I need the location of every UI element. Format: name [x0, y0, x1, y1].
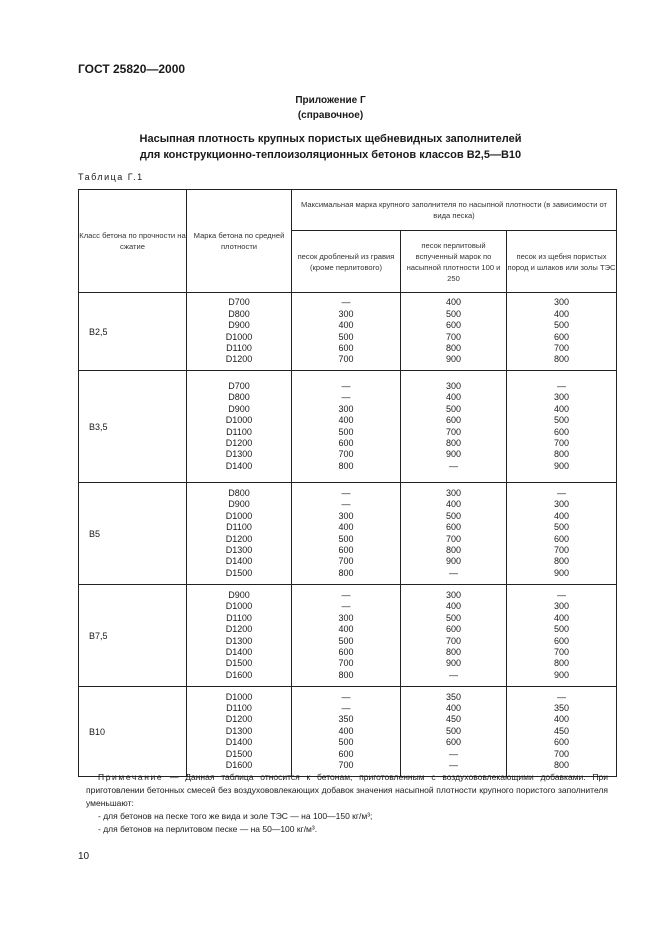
- density-value: 800: [445, 646, 462, 657]
- grade-value: D1000: [225, 510, 253, 521]
- density-value: 900: [553, 669, 570, 680]
- cell-grades: [187, 687, 292, 777]
- grade-value: D900: [228, 499, 250, 510]
- density-value: 600: [553, 737, 570, 748]
- density-value: 300: [445, 589, 462, 600]
- cell-col3: [507, 585, 617, 687]
- density-value: —: [449, 460, 458, 471]
- density-value: 700: [445, 533, 462, 544]
- density-value: 600: [338, 646, 354, 657]
- density-value: 450: [553, 725, 570, 736]
- annex-title-line1: Насыпная плотность крупных пористых щебневидных заполнителей: [139, 133, 522, 145]
- density-value: —: [341, 487, 351, 498]
- grade-value: D1300: [225, 544, 253, 555]
- density-value: 500: [553, 624, 570, 635]
- density-value: 700: [445, 426, 462, 437]
- document-code: ГОСТ 25820—2000: [78, 62, 186, 76]
- density-value: —: [341, 499, 351, 510]
- density-value: 500: [445, 612, 462, 623]
- density-value: 300: [553, 499, 570, 510]
- density-value: 300: [338, 510, 354, 521]
- density-value: 700: [553, 342, 570, 353]
- header-grade: Марка бетона по средней плотности: [187, 190, 292, 293]
- grade-value: D1100: [226, 426, 252, 437]
- density-value: 400: [445, 392, 462, 403]
- note-text: — Данная таблица относится к бетонам, приготовленным с воздухововлекающими добавками. При приготовлении бетонных смесей без воздухововлекающих добавок значения насыпной плотности крупного пористого заполнителя уменьшают:: [86, 772, 608, 808]
- density-value: 800: [338, 460, 354, 471]
- density-value: —: [341, 380, 351, 391]
- grade-value: D900: [228, 589, 250, 600]
- density-value: 500: [445, 725, 462, 736]
- density-value: 500: [338, 533, 354, 544]
- density-value: 700: [338, 759, 354, 770]
- density-value: 800: [553, 759, 570, 770]
- grade-value: D1000: [225, 601, 253, 612]
- density-value: 700: [553, 437, 570, 448]
- header-sand-crushed: песок дробленый из гравия (кроме перлитового): [292, 231, 401, 293]
- cell-grades: [187, 293, 292, 371]
- grade-value: D1500: [225, 567, 253, 578]
- cell-col1: [292, 371, 401, 483]
- density-value: 400: [553, 510, 570, 521]
- table-row: [79, 371, 617, 483]
- grade-value: D1200: [225, 354, 253, 365]
- density-table: [78, 189, 617, 777]
- grade-value: D700: [228, 297, 250, 308]
- cell-col1: [292, 483, 401, 585]
- table-row: [79, 293, 617, 371]
- density-value: 600: [445, 737, 462, 748]
- density-value: 300: [445, 487, 462, 498]
- density-value: 700: [338, 556, 354, 567]
- grade-value: D1400: [225, 737, 253, 748]
- density-value: —: [557, 691, 566, 702]
- density-value: 500: [338, 635, 354, 646]
- grade-value: D1100: [226, 612, 252, 623]
- cell-col2: [401, 585, 507, 687]
- density-value: —: [557, 487, 566, 498]
- grade-value: D1000: [225, 691, 253, 702]
- density-value: —: [341, 589, 351, 600]
- density-value: —: [341, 392, 351, 403]
- density-value: 400: [553, 403, 570, 414]
- density-value: 700: [338, 354, 354, 365]
- density-value: 400: [445, 297, 462, 308]
- cell-col3: [507, 293, 617, 371]
- grade-value: D1400: [225, 646, 253, 657]
- density-value: 400: [338, 725, 354, 736]
- density-value: —: [341, 691, 351, 702]
- density-value: 900: [445, 556, 462, 567]
- cell-col2: [401, 687, 507, 777]
- density-value: 700: [553, 646, 570, 657]
- density-value: —: [341, 703, 351, 714]
- density-value: 900: [553, 460, 570, 471]
- density-value: —: [449, 759, 458, 770]
- density-value: 600: [445, 415, 462, 426]
- density-value: 500: [553, 522, 570, 533]
- table-row: [79, 585, 617, 687]
- grade-value: D1300: [225, 725, 253, 736]
- density-value: 300: [553, 601, 570, 612]
- density-value: 500: [445, 308, 462, 319]
- density-value: 400: [338, 624, 354, 635]
- grade-value: D1400: [225, 556, 253, 567]
- density-value: 600: [338, 544, 354, 555]
- density-value: 400: [553, 612, 570, 623]
- density-value: 500: [445, 403, 462, 414]
- density-value: 800: [553, 658, 570, 669]
- density-value: —: [449, 669, 458, 680]
- density-value: 300: [338, 308, 354, 319]
- cell-col1: [292, 293, 401, 371]
- cell-grades: [187, 371, 292, 483]
- density-value: 300: [553, 297, 570, 308]
- density-value: 600: [553, 426, 570, 437]
- grade-value: D1100: [226, 522, 252, 533]
- density-value: 800: [553, 449, 570, 460]
- density-value: 400: [553, 308, 570, 319]
- cell-col3: [507, 483, 617, 585]
- density-value: 900: [445, 354, 462, 365]
- density-value: —: [557, 380, 566, 391]
- density-value: 400: [445, 601, 462, 612]
- cell-concrete-class: В5: [79, 483, 187, 585]
- density-value: 700: [445, 635, 462, 646]
- density-value: 400: [338, 522, 354, 533]
- header-class: Класс бетона по прочности на сжатие: [79, 190, 187, 293]
- density-value: 300: [445, 380, 462, 391]
- density-value: 800: [445, 437, 462, 448]
- table-body: [79, 293, 617, 777]
- grade-value: D1500: [225, 748, 253, 759]
- grade-value: D1000: [225, 331, 253, 342]
- grade-value: D800: [228, 392, 250, 403]
- grade-value: D900: [228, 320, 250, 331]
- density-value: 600: [553, 533, 570, 544]
- annex-name: Приложение Г: [295, 95, 366, 106]
- density-value: 400: [445, 499, 462, 510]
- density-value: 300: [338, 612, 354, 623]
- density-value: 700: [445, 331, 462, 342]
- note-item-1: - для бетонов на песке того же вида и золе ТЭС — на 100—150 кг/м³;: [98, 811, 373, 821]
- density-value: 600: [553, 635, 570, 646]
- density-value: 300: [553, 392, 570, 403]
- cell-concrete-class: В7,5: [79, 585, 187, 687]
- density-value: 400: [553, 714, 570, 725]
- density-value: 600: [338, 342, 354, 353]
- grade-value: D1100: [226, 342, 252, 353]
- density-value: 400: [338, 415, 354, 426]
- density-value: 800: [553, 556, 570, 567]
- density-value: 350: [338, 714, 354, 725]
- density-value: 700: [553, 544, 570, 555]
- cell-concrete-class: В3,5: [79, 371, 187, 483]
- cell-col3: [507, 687, 617, 777]
- density-value: 600: [445, 320, 462, 331]
- grade-value: D1400: [225, 460, 253, 471]
- density-value: 500: [553, 415, 570, 426]
- cell-grades: [187, 585, 292, 687]
- cell-col1: [292, 687, 401, 777]
- density-value: 800: [338, 567, 354, 578]
- grade-value: D1100: [226, 703, 252, 714]
- cell-col2: [401, 293, 507, 371]
- grade-value: D1200: [225, 714, 253, 725]
- density-value: 600: [445, 522, 462, 533]
- density-value: 400: [338, 320, 354, 331]
- header-sand-perlite: песок перлитовый вспученный марок по насыпной плотности 100 и 250: [401, 231, 507, 293]
- density-value: 400: [445, 703, 462, 714]
- density-value: 600: [338, 748, 354, 759]
- cell-grades: [187, 483, 292, 585]
- density-value: —: [557, 589, 566, 600]
- grade-value: D800: [228, 308, 250, 319]
- density-value: —: [341, 601, 351, 612]
- density-value: 500: [338, 426, 354, 437]
- table-row: [79, 483, 617, 585]
- cell-concrete-class: В10: [79, 687, 187, 777]
- density-value: 700: [553, 748, 570, 759]
- note-label: Примечание: [98, 772, 164, 782]
- cell-concrete-class: В2,5: [79, 293, 187, 371]
- grade-value: D700: [228, 380, 250, 391]
- density-value: 350: [445, 691, 462, 702]
- grade-value: D1600: [225, 669, 253, 680]
- table-label: Таблица Г.1: [78, 172, 144, 182]
- grade-value: D1300: [225, 635, 253, 646]
- cell-col2: [401, 483, 507, 585]
- density-value: 700: [338, 658, 354, 669]
- table-row: [79, 687, 617, 777]
- density-value: —: [341, 297, 351, 308]
- note-item-2: - для бетонов на перлитовом песке — на 50—100 кг/м³.: [98, 824, 318, 834]
- grade-value: D1500: [225, 658, 253, 669]
- annex-title-line2: для конструкционно-теплоизоляционных бетонов классов В2,5—В10: [139, 149, 522, 161]
- density-value: 900: [553, 567, 570, 578]
- header-sand-porous: песок из щебня пористых пород и шлаков или золы ТЭС: [507, 231, 617, 293]
- density-value: 500: [338, 737, 354, 748]
- density-value: 700: [338, 449, 354, 460]
- density-value: 500: [553, 320, 570, 331]
- density-value: —: [449, 748, 458, 759]
- density-value: 600: [445, 624, 462, 635]
- page-number: 10: [78, 851, 90, 862]
- annex-kind: (справочное): [297, 110, 364, 121]
- density-value: 800: [553, 354, 570, 365]
- grade-value: D1200: [225, 437, 253, 448]
- cell-col2: [401, 371, 507, 483]
- density-value: 900: [445, 449, 462, 460]
- density-value: 600: [338, 437, 354, 448]
- density-value: —: [449, 567, 458, 578]
- grade-value: D1300: [225, 449, 253, 460]
- density-value: 450: [445, 714, 462, 725]
- header-max-grade: Максимальная марка крупного заполнителя по насыпной плотности (в зависимости от вида песка): [292, 190, 617, 231]
- density-value: 350: [553, 703, 570, 714]
- density-value: 800: [445, 544, 462, 555]
- cell-col1: [292, 585, 401, 687]
- grade-value: D900: [228, 403, 250, 414]
- density-value: 800: [338, 669, 354, 680]
- density-value: 600: [553, 331, 570, 342]
- grade-value: D800: [228, 487, 250, 498]
- density-value: 300: [338, 403, 354, 414]
- grade-value: D1200: [225, 533, 253, 544]
- grade-value: D1000: [225, 415, 253, 426]
- cell-col3: [507, 371, 617, 483]
- density-value: 500: [338, 331, 354, 342]
- note: [86, 771, 608, 836]
- density-value: 800: [445, 342, 462, 353]
- density-value: 500: [445, 510, 462, 521]
- grade-value: D1200: [225, 624, 253, 635]
- grade-value: D1600: [225, 759, 253, 770]
- density-value: 900: [445, 658, 462, 669]
